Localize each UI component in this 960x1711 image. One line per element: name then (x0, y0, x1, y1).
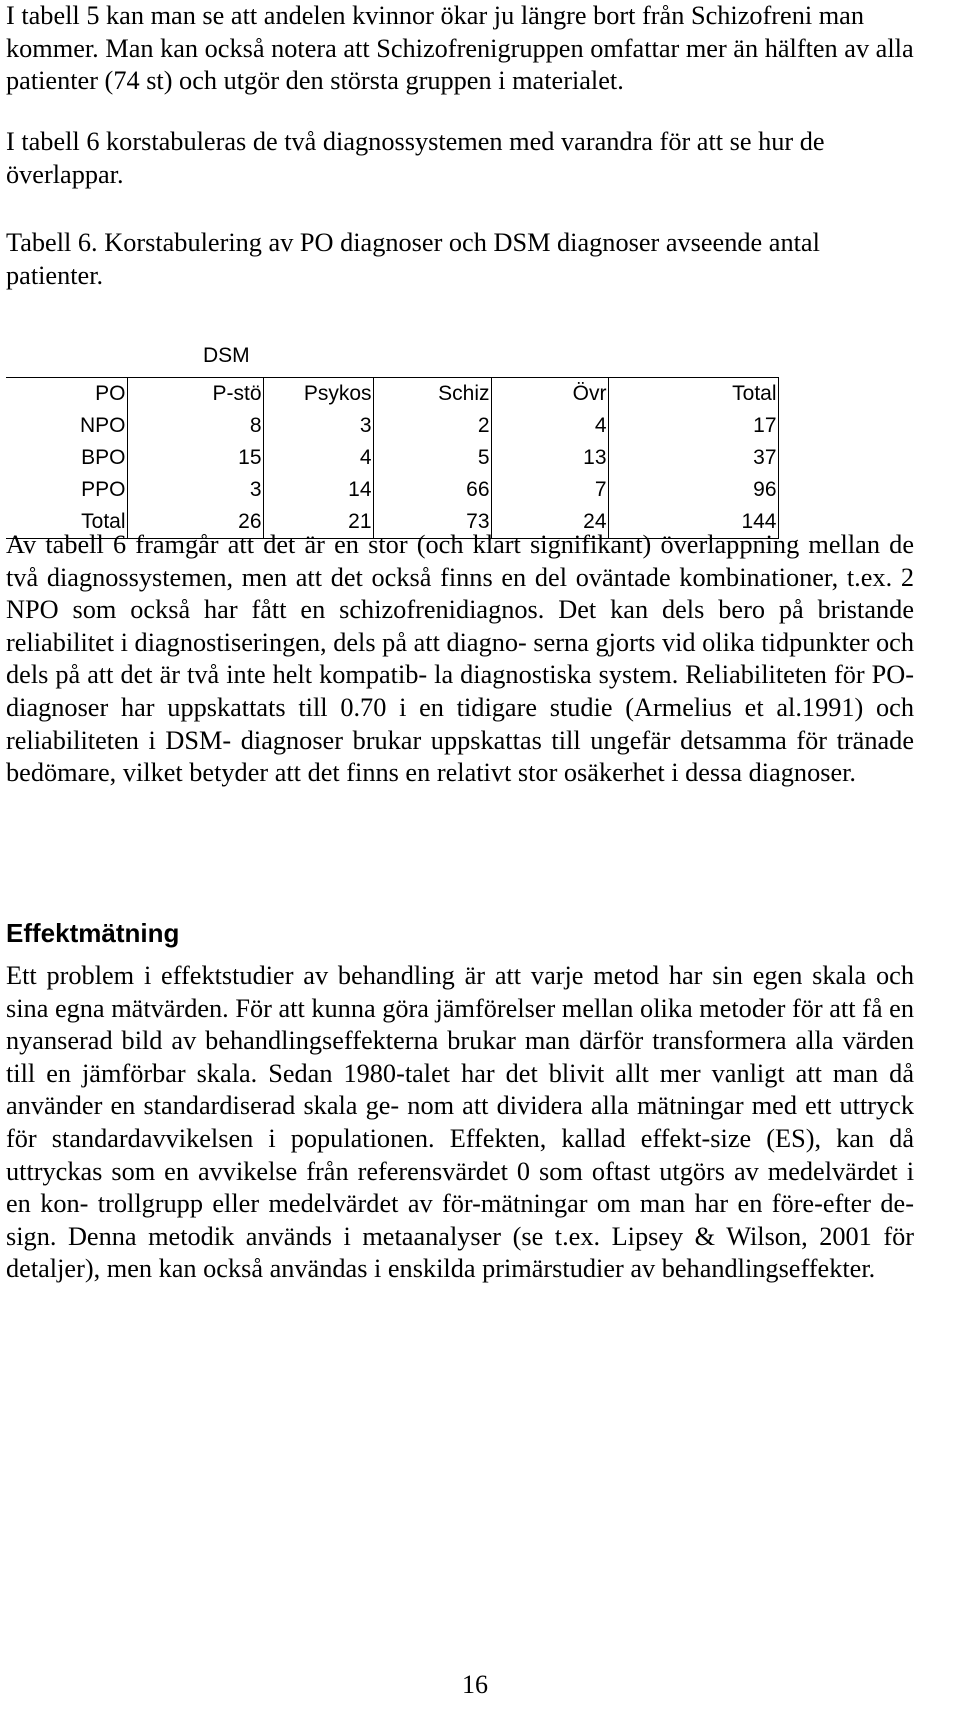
table-row (6, 410, 778, 442)
table-cell: 21 (263, 506, 373, 539)
table-cell: 8 (127, 410, 263, 442)
table-spanner-label: DSM (203, 344, 250, 367)
table-header-row (6, 378, 778, 411)
intro-paragraph-1: I tabell 5 kan man se att andelen kvinnor ökar ju längre bort från Schizofreni man kommer. Man kan också notera att Schizofrenigruppen omfattar mer än hälften av alla patienter (74 st) och utgör den största gruppen i materialet. (6, 1, 914, 96)
table-cell: 15 (127, 442, 263, 474)
section-heading: Effektmätning (6, 918, 180, 948)
intro-paragraph-2: I tabell 6 korstabuleras de två diagnossystemen med varandra för att se hur de överlappar. (6, 127, 825, 189)
header-cell: Övr (491, 378, 608, 411)
table-caption: Tabell 6. Korstabulering av PO diagnoser och DSM diagnoser avseende antal patienter. (6, 228, 820, 290)
table-cell: 144 (608, 506, 778, 539)
table-cell: 26 (127, 506, 263, 539)
table-row (6, 442, 778, 474)
table-cell: 96 (608, 474, 778, 506)
row-label: BPO (6, 442, 127, 474)
table-cell: 4 (491, 410, 608, 442)
discussion-paragraph: Av tabell 6 framgår att det är en stor (och klart signifikant) överlappning mellan de två diagnossystemen, men att det också finns en del oväntade kombinationer, t.ex. 2 NPO som också har fått en schizofrenidiagnos. Det kan dels bero på bristande reliabilitet i diagnostiseringen, dels på att diagno- serna gjorts vid olika tidpunkter och dels på att det är två inte helt kompatib- la diagnostiska system. Reliabiliteten för PO-diagnoser har uppskattats till 0.70 i en tidigare studie (Armelius et al.1991) och reliabiliteten i DSM- diagnoser brukar uppskattas till ungefär detsamma för tränade bedömare, vilket betyder att det finns en relativt stor osäkerhet i dessa diagnoser. (6, 530, 914, 788)
table-cell: 2 (373, 410, 491, 442)
row-label: PPO (6, 474, 127, 506)
table-cell: 73 (373, 506, 491, 539)
row-label: Total (6, 506, 127, 539)
header-cell: Psykos (263, 378, 373, 411)
effect-measurement-paragraph: Ett problem i effektstudier av behandling är att varje metod har sin egen skala och sina egna mätvärden. För att kunna göra jämförelser mellan olika metoder för att få en nyanserad bild av behandlingseffekterna brukar man därför transformera alla värden till en jämförbar skala. Sedan 1980-talet har det blivit allt mer vanligt att man då använder en standardiserad skala ge- nom att dividera alla mätningar med ett uttryck för standardavvikelsen i populationen. Effekten, kallad effekt-size (ES), kan då uttryckas som en avvikelse från referensvärdet 0 som oftast utgörs av medelvärdet i en kon- trollgrupp eller medelvärdet av för-mätningar om man har en före-efter de- sign. Denna metodik används i metaanalyser (se t.ex. Lipsey & Wilson, 2001 för detaljer), men kan också användas i enskilda primärstudier av behandlingseffekter. (6, 961, 914, 1284)
crosstab-table (6, 377, 779, 539)
table-cell: 3 (127, 474, 263, 506)
page-number: 16 (462, 1670, 488, 1699)
table-cell: 3 (263, 410, 373, 442)
table-cell: 66 (373, 474, 491, 506)
table-cell: 7 (491, 474, 608, 506)
header-cell: PO (6, 378, 127, 411)
header-cell: P-stö (127, 378, 263, 411)
table-cell: 37 (608, 442, 778, 474)
table-cell: 17 (608, 410, 778, 442)
header-cell: Schiz (373, 378, 491, 411)
table-cell: 24 (491, 506, 608, 539)
table-cell: 14 (263, 474, 373, 506)
row-label: NPO (6, 410, 127, 442)
header-cell: Total (608, 378, 778, 411)
table-cell: 4 (263, 442, 373, 474)
table-cell: 5 (373, 442, 491, 474)
table-cell: 13 (491, 442, 608, 474)
table-row (6, 474, 778, 506)
